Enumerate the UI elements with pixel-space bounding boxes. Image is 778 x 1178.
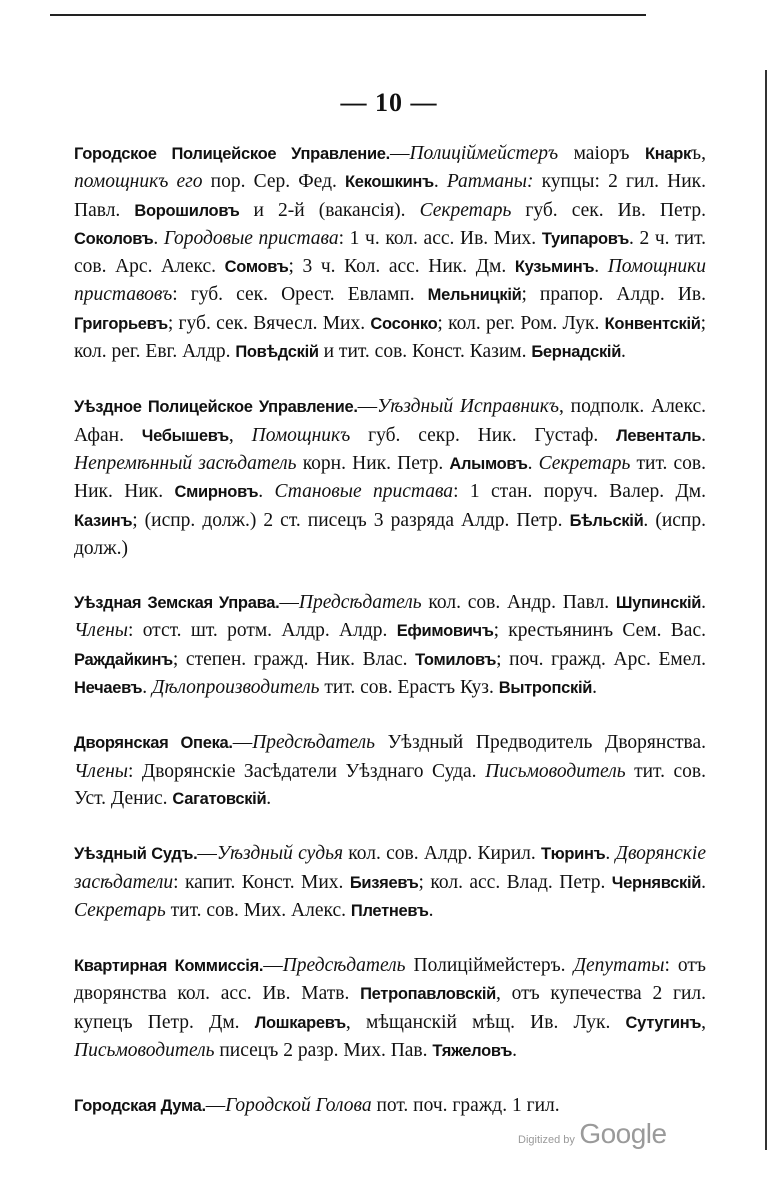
italic-term: Письмоводитель [74,1040,215,1062]
section-heading: Уѣздный Судъ. [74,845,198,864]
italic-term: Городской Голова [225,1095,372,1117]
text-run: . [153,227,164,249]
italic-term: Письмоводитель [485,760,626,782]
surname: Томиловъ [415,650,497,669]
italic-term: Непремѣнный засѣдатель [74,452,297,474]
text-run: кол. сов. Андр. Павл. [421,592,616,614]
surname: Вытропскій [498,679,593,698]
italic-term: Помощники приставовъ [74,256,706,306]
text-run: ъ, [691,143,706,164]
text-run: . [527,452,539,474]
italic-term: Уѣздный Исправникъ [377,396,559,418]
surname: Бѣльскій [569,511,644,530]
paragraph-city-duma [74,1092,706,1120]
italic-term: Уѣздный судья [216,843,344,865]
text-run: Полиціймейстеръ. [405,955,574,977]
text-run: . [701,424,706,446]
text-run: . 2 ч. тит. сов. Арс. Алекс. [74,227,707,278]
text-run: . (испр. долж.) [74,509,706,559]
italic-term: Депутаты [573,955,665,977]
surname: Шупинскій [615,594,702,613]
text-run: — [389,143,410,164]
text-run: : капит. Конст. Мих. [173,871,350,893]
text-run: тит. сов. Уст. Денис. [74,760,706,809]
surname: Сомовъ [224,258,289,277]
surname: Раждайкинъ [74,650,173,669]
text-run: ; поч. гражд. Арс. Емел. [496,648,706,670]
watermark-brand: Google [579,1118,667,1149]
text-run: . [258,481,275,503]
paragraph-zemstvo-board [74,589,706,702]
text-run: тит. сов. Ник. Ник. [74,452,707,503]
text-run: — [205,1095,226,1117]
text-run: . [266,787,272,809]
surname: Кекошкинъ [345,173,434,192]
text-run: : губ. сек. Орест. Евламп. [172,284,428,306]
text-run: ; кол. асс. Влад. Петр. [418,871,612,893]
surname: Бернадскій [531,343,622,362]
italic-term: Секретарь [74,899,166,921]
italic-term: Полиціймейстеръ [409,143,559,164]
surname: Тюринъ [541,845,606,864]
text-run: . [701,592,706,614]
text-run: . [701,871,706,893]
surname: Чернявскій [611,873,702,892]
section-heading: Уѣздное Полицейское Управление. [74,398,358,417]
paragraph-noble-guardianship [74,729,706,813]
italic-term: Помощникъ [251,424,351,446]
italic-term: Члены [74,760,128,782]
italic-term: Дѣлопроизводитель [152,677,320,699]
italic-term: Секретарь [538,452,631,474]
text-run: : 1 стан. поруч. Валер. Дм. [453,481,706,503]
text-run: тит. сов. Мих. Алекс. [165,899,351,921]
italic-term: помощникъ его [74,171,203,193]
text-run: — [279,592,299,614]
surname: Петропавловскій [360,985,496,1004]
text-run: и тит. сов. Конст. Казим. [318,341,532,363]
italic-term: Предсѣдатель [298,592,422,614]
surname: Ворошиловъ [134,201,240,220]
top-rule [50,14,646,16]
surname: Конвентскій [604,314,701,333]
watermark-prefix: Digitized by [518,1134,575,1146]
surname: Кузьминъ [514,258,595,277]
text-run: корн. Ник. Петр. [296,452,450,474]
text-run: . [512,1040,517,1062]
text-run: маіоръ [558,143,645,164]
text-run: : отъ дворянства кол. асс. Ив. Матв. [74,955,707,1005]
text-run: , [701,1011,706,1033]
section-heading: Квартирная Коммиссія. [74,957,264,976]
surname: Сагатовскій [172,789,267,808]
text-run: ; 3 ч. Кол. асс. Ник. Дм. [288,256,515,278]
italic-term: Секретарь [419,199,512,221]
text-run: ; кол. рег. Евг. Алдр. [74,312,706,363]
italic-term: Городовые пристава [163,227,339,249]
text-run: ; губ. сек. Вячесл. Мих. [167,312,371,334]
text-run: ; крестьянинъ Сем. Вас. [493,620,706,642]
italic-term: Предсѣдатель [282,955,406,977]
text-run: , [228,424,252,446]
text-run: — [232,732,253,754]
surname: Соколовъ [74,229,154,248]
section-heading: Уѣздная Земская Управа. [74,594,280,613]
surname: Чебышевъ [141,426,229,445]
surname: Лошкаревъ [254,1013,346,1032]
surname: Кнарк [644,145,692,163]
text-run: . [621,341,626,363]
page-text [74,140,706,1121]
paragraph-quarters-commission [74,952,706,1065]
italic-term: Становые пристава [274,481,454,503]
text-run: купцы: 2 гил. Ник. Павл. [74,171,707,221]
text-run: пот. поч. гражд. 1 гил. [371,1095,560,1117]
text-run: — [263,955,283,977]
surname: Казинъ [74,511,133,530]
surname: Смирновъ [174,483,259,502]
text-run: : 1 ч. кол. асс. Ив. Мих. [338,227,542,249]
text-run: , отъ купечества 2 гил. купецъ Петр. Дм. [74,983,706,1033]
surname: Бизяевъ [349,873,419,892]
text-run: пор. Сер. Фед. [202,171,346,193]
italic-term: Дворянскіе засѣдатели [74,843,706,893]
surname: Алымовъ [449,454,528,473]
section-heading: Городская Дума. [74,1097,206,1116]
text-run: ; (испр. долж.) 2 ст. писецъ 3 разряда Алдр. Петр. [132,509,570,531]
paragraph-city-police [74,140,706,366]
surname: Повѣдскій [235,343,319,362]
text-run: . [605,843,616,865]
text-run: — [357,396,378,418]
text-run: , подполк. Алекс. Афан. [74,396,706,446]
italic-term: Предсѣдатель [252,732,375,754]
paragraph-district-court [74,840,706,925]
surname: Ефимовичъ [396,622,494,641]
surname: Нечаевъ [74,679,143,698]
section-heading: Дворянская Опека. [74,734,233,753]
surname: Сосонко [370,314,438,333]
surname: Плетневъ [350,901,429,920]
surname: Мельницкій [427,286,522,305]
italic-term: Члены [74,620,128,642]
text-run: кол. сов. Алдр. Кирил. [343,843,542,865]
text-run: ; степен. гражд. Ник. Влас. [172,648,416,670]
text-run: тит. сов. Ерастъ Куз. [319,677,499,699]
section-heading: Городское Полицейское Управление. [74,145,390,163]
paragraph-district-police [74,393,706,562]
text-run: губ. секр. Ник. Густаф. [350,424,617,446]
text-run: : Дворянскіе Засѣдатели Уѣзднаго Суда. [127,760,486,782]
text-run: , мѣщанскій мѣщ. Ив. Лук. [345,1011,626,1033]
text-run: — [197,843,217,865]
text-run: губ. сек. Ив. Петр. [511,199,706,221]
surname: Сутугинъ [625,1013,702,1032]
digitized-by-google-watermark [518,1118,667,1150]
text-run: писецъ 2 разр. Мих. Пав. [214,1040,433,1062]
text-run: Уѣздный Предводитель Дворянства. [374,732,706,754]
text-run: . [592,677,597,699]
text-run: : отст. шт. ротм. Алдр. Алдр. [127,620,397,642]
text-run: и 2-й (вакансія). [239,199,420,221]
page-number: — 10 — [340,88,438,117]
surname: Левенталь [616,426,702,445]
text-run: ; кол. рег. Ром. Лук. [437,312,605,334]
surname: Тяжеловъ [432,1042,513,1061]
surname: Григорьевъ [74,314,168,333]
text-run: . [142,677,153,699]
text-run: . [428,899,434,921]
text-run: ; прапор. Алдр. Ив. [521,284,706,306]
text-run: . [433,171,447,193]
right-edge-rule [765,70,767,1150]
text-run: . [594,256,608,278]
surname: Туипаровъ [541,229,629,248]
italic-term: Ратманы: [446,171,534,193]
